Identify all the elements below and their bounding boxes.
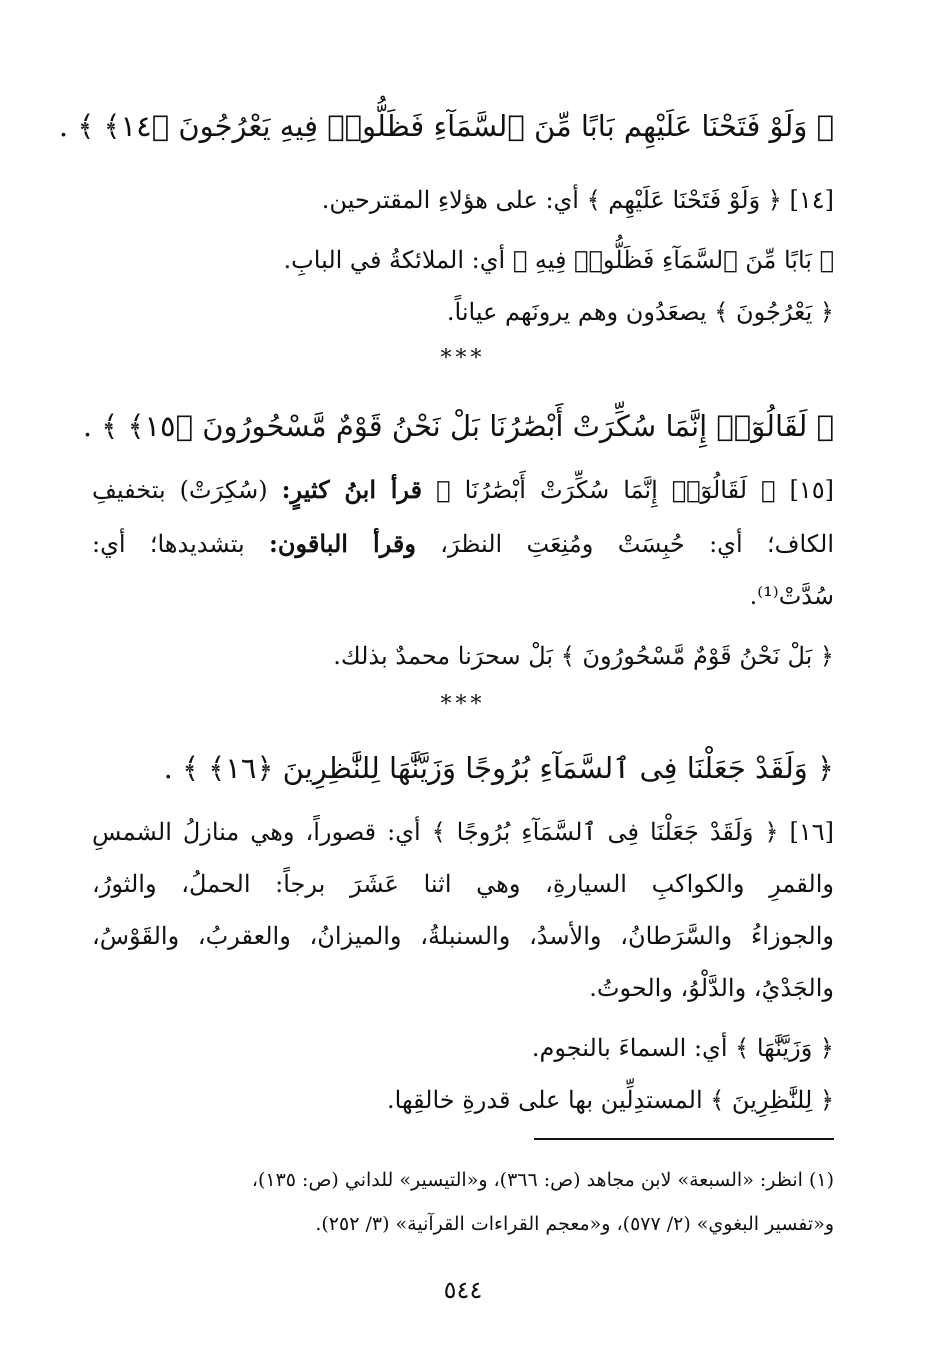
- commentary-16-text-1: [١٦] ﴿ وَلَقَدْ جَعَلْنَا فِى ٱلسَّمَآءِ بُرُوجًا ﴾ أي: قصوراً، وهي منازلُ الشمسِ: [92, 818, 834, 846]
- commentary-15-reading-others: وقرأ الباقون:: [269, 529, 416, 558]
- commentary-16-line-5: ﴿ وَزَيَّنَّٰهَا ﴾ أي: السماءَ بالنجوم.: [531, 1034, 834, 1062]
- verse-14: ﴿ وَلَوْ فَتَحْنَا عَلَيْهِم بَابًا مِّنَ ٱلسَّمَآءِ فَظَلُّوا۟ فِيهِ يَعْرُجُونَ ﴿١٤﴾ ﴾ .: [58, 109, 834, 143]
- commentary-15-line-1: [92, 470, 834, 510]
- commentary-14-line-2: ﴿ بَابًا مِّنَ ٱلسَّمَآءِ فَظَلُّوا۟ فِيهِ ﴾ أي: الملائكةُ في البابِ.: [283, 246, 834, 274]
- commentary-16-text-3: والجوزاءُ والسَّرَطانُ، والأسدُ، والسنبلةُ، والميزانُ، والعقربُ، والقَوْسُ،: [92, 922, 834, 950]
- section-separator: ***: [440, 692, 486, 717]
- footnote-line-2: و«تفسير البغوي» (٢/ ٥٧٧)، و«معجم القراءات القرآنية» (٣/ ٢٥٢).: [315, 1213, 834, 1235]
- commentary-16-text-2: والقمرِ والكواكبِ السيارةِ، وهي اثنا عَشَرَ برجاً: الحملُ، والثورُ،: [92, 870, 834, 898]
- commentary-15-meaning: الكاف؛ أي: حُبِسَتْ ومُنِعَتِ النظرَ،: [440, 530, 834, 558]
- page-number: ٥٤٤: [443, 1276, 483, 1304]
- commentary-16-line-4: والجَدْيُ، والدَّلْوُ، والحوتُ.: [589, 974, 834, 1002]
- commentary-15-line-4: ﴿ بَلْ نَحْنُ قَوْمٌ مَّسْحُورُونَ ﴾ بَلْ سحرَنا محمدٌ بذلك.: [333, 642, 834, 670]
- commentary-15-line-3: سُدَّتْ⁽¹⁾.: [749, 582, 834, 610]
- commentary-15-reading-others-text: بتشديدها؛ أي:: [92, 530, 245, 558]
- commentary-14-line-1: [١٤] ﴿ وَلَوْ فَتَحْنَا عَلَيْهِم ﴾ أي: على هؤلاءِ المقترحين.: [321, 186, 834, 214]
- commentary-15-reading-ibn-kathir: قرأ ابنُ كثيرٍ:: [281, 475, 423, 504]
- commentary-16-line-6: ﴿ لِلنَّٰظِرِينَ ﴾ المستدِلِّين بها على قدرةِ خالقِها.: [387, 1086, 834, 1114]
- commentary-15-quote: [١٥] ﴿ لَقَالُوٓا۟ إِنَّمَا سُكِّرَتْ أَبْصَٰرُنَا ﴾: [436, 476, 834, 504]
- verse-16: ﴿ وَلَقَدْ جَعَلْنَا فِى ٱلسَّمَآءِ بُرُوجًا وَزَيَّنَّٰهَا لِلنَّٰظِرِينَ ﴿١٦﴾ ﴾ .: [163, 751, 834, 785]
- commentary-14-line-3: ﴿ يَعْرُجُونَ ﴾ يصعَدُون وهم يرونَهم عياناً.: [446, 298, 834, 326]
- commentary-16-line-1: [92, 812, 834, 852]
- footnote-line-1: (١) انظر: «السبعة» لابن مجاهد (ص: ٣٦٦)، و«التيسير» للداني (ص: ١٣٥)،: [251, 1169, 834, 1191]
- commentary-16-line-2: [92, 864, 834, 904]
- commentary-15-reading-text: (سُكِرَتْ) بتخفيفِ: [92, 476, 268, 504]
- commentary-16-line-3: [92, 916, 834, 956]
- verse-15: ﴿ لَقَالُوٓا۟ إِنَّمَا سُكِّرَتْ أَبْصَٰرُنَا بَلْ نَحْنُ قَوْمٌ مَّسْحُورُونَ ﴿١٥﴾ ﴾ .: [82, 409, 834, 443]
- section-separator: ***: [440, 346, 486, 371]
- footnote-divider: [534, 1138, 834, 1140]
- commentary-15-line-2: [92, 524, 834, 564]
